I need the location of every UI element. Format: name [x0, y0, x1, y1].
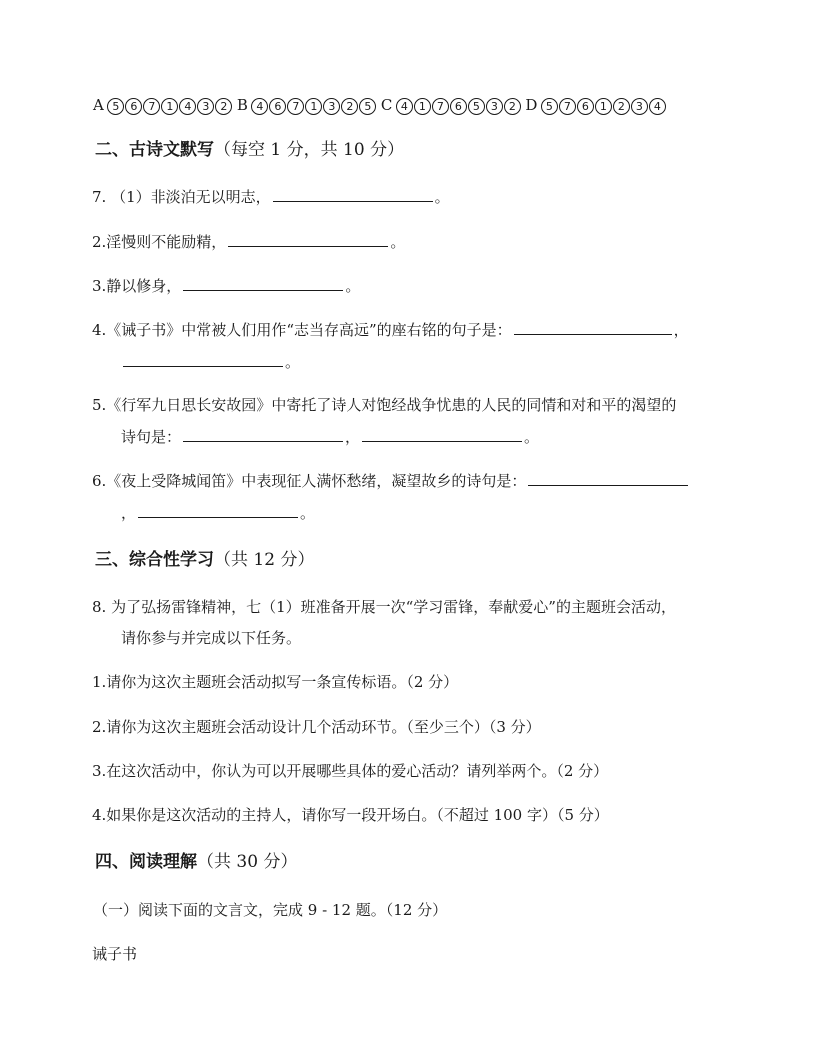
circled-number: 3 — [486, 98, 503, 115]
section-3-title: 三、综合性学习 — [95, 550, 214, 570]
section-2-heading — [95, 138, 404, 162]
option-c — [381, 96, 521, 114]
answer-blank[interactable] — [123, 352, 283, 367]
circled-number: 6 — [577, 98, 594, 115]
answer-blank[interactable] — [514, 320, 672, 335]
section-2-title: 二、古诗文默写 — [95, 140, 214, 160]
circled-number: 4 — [179, 98, 196, 115]
answer-blank[interactable] — [228, 232, 388, 247]
option-letter: D — [525, 96, 538, 114]
section-3-note: （共 12 分） — [214, 550, 315, 570]
circled-number: 7 — [432, 98, 449, 115]
circled-number: 6 — [450, 98, 467, 115]
question-8: 8. 为了弘扬雷锋精神，七（1）班准备开展一次“学习雷锋，奉献爱心”的主题班会活动， — [92, 598, 676, 616]
section-3-heading — [95, 548, 314, 572]
question-7-6-cont: ， 。 — [121, 504, 316, 522]
circled-number: 4 — [649, 98, 666, 115]
option-letter: A — [93, 96, 104, 114]
circled-number: 1 — [595, 98, 612, 115]
option-letter: B — [236, 96, 248, 114]
answer-blank[interactable] — [138, 503, 298, 518]
circled-number: 5 — [359, 98, 376, 115]
question-7-6: 6.《夜上受降城闻笛》中表现征人满怀愁绪，凝望故乡的诗句是： — [92, 471, 690, 491]
question-7: 7. （1）非淡泊无以明志， 。 — [92, 188, 450, 206]
circled-number: 7 — [143, 98, 160, 115]
circled-number: 3 — [323, 98, 340, 115]
question-7-2: 2.淫慢则不能励精， 。 — [92, 233, 406, 251]
circled-number: 3 — [197, 98, 214, 115]
circled-number: 7 — [559, 98, 576, 115]
circled-number: 6 — [125, 98, 142, 115]
question-7-5-cont: 诗句是： ， 。 — [121, 428, 540, 446]
circled-number: 7 — [287, 98, 304, 115]
answer-blank[interactable] — [362, 427, 522, 442]
task-1: 1.请你为这次主题班会活动拟写一条宣传标语。（2 分） — [92, 673, 459, 691]
circled-number: 5 — [468, 98, 485, 115]
answer-blank[interactable] — [183, 276, 343, 291]
circled-number: 4 — [251, 98, 268, 115]
circled-number: 1 — [305, 98, 322, 115]
answer-blank[interactable] — [183, 427, 343, 442]
circled-number: 1 — [161, 98, 178, 115]
circled-number: 2 — [341, 98, 358, 115]
question-7-5: 5.《行军九日思长安故园》中寄托了诗人对饱经战争忧患的人民的同情和对和平的渴望的 — [92, 396, 677, 414]
option-letter: C — [380, 96, 393, 114]
circled-number: 4 — [396, 98, 413, 115]
question-7-4-cont: 。 — [121, 352, 300, 372]
task-3: 3.在这次活动中，你认为可以开展哪些具体的爱心活动？请列举两个。（2 分） — [92, 762, 609, 780]
passage-title: 诫子书 — [92, 945, 138, 963]
option-b — [237, 96, 377, 114]
answer-blank[interactable] — [528, 471, 688, 486]
question-7-4: 4.《诫子书》中常被人们用作“志当存高远”的座右铭的句子是： ， — [92, 321, 689, 339]
circled-number: 1 — [414, 98, 431, 115]
question-7-3: 3.静以修身， 。 — [92, 277, 361, 295]
section-2-note: （每空 1 分，共 10 分） — [214, 140, 405, 160]
reading-sub-1: （一）阅读下面的文言文，完成 9 - 12 题。（12 分） — [93, 901, 448, 919]
option-a — [93, 96, 233, 114]
answer-options-line — [93, 95, 670, 115]
option-d — [525, 96, 666, 114]
task-4: 4.如果你是这次活动的主持人，请你写一段开场白。（不超过 100 字）（5 分） — [92, 806, 609, 824]
circled-number: 5 — [107, 98, 124, 115]
circled-number: 2 — [504, 98, 521, 115]
circled-number: 6 — [269, 98, 286, 115]
circled-number: 2 — [613, 98, 630, 115]
task-2: 2.请你为这次主题班会活动设计几个活动环节。（至少三个）（3 分） — [92, 718, 541, 736]
circled-number: 2 — [215, 98, 232, 115]
section-4-heading — [95, 850, 297, 874]
section-4-title: 四、阅读理解 — [95, 852, 197, 872]
answer-blank[interactable] — [273, 187, 433, 202]
section-4-note: （共 30 分） — [197, 852, 298, 872]
circled-number: 5 — [541, 98, 558, 115]
circled-number: 3 — [631, 98, 648, 115]
question-8-cont: 请你参与并完成以下任务。 — [121, 629, 302, 647]
